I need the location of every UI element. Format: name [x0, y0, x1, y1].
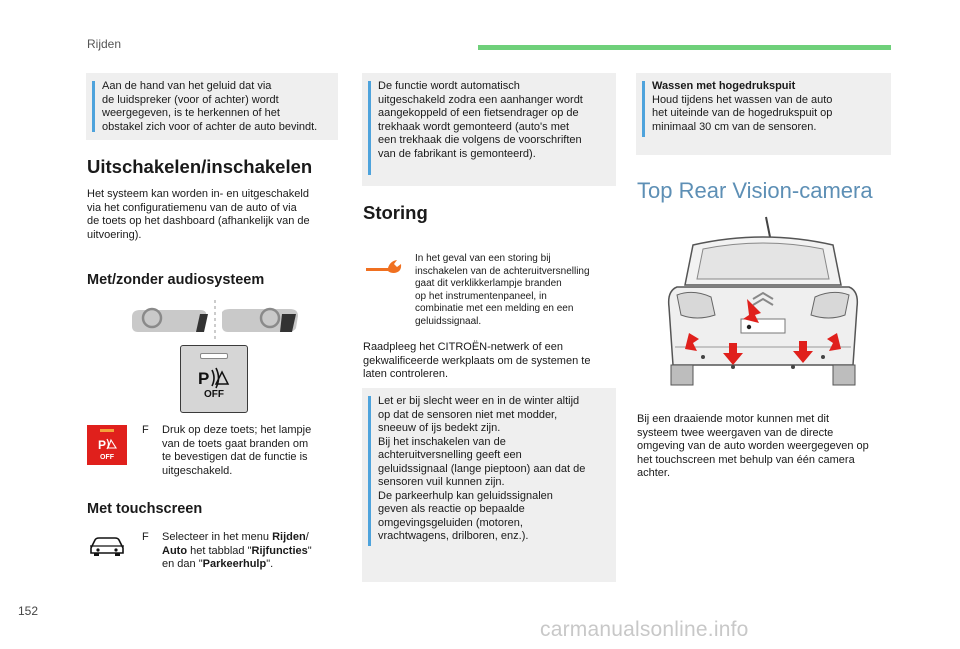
heading-uitschakelen: Uitschakelen/inschakelen [87, 156, 313, 177]
sensor-off-indicator-icon [87, 425, 127, 465]
header-accent-bar [478, 45, 891, 50]
wrench-warning-icon [364, 254, 406, 276]
car-icon [88, 533, 126, 557]
heading-audiosysteem: Met/zonder audiosysteem [87, 272, 265, 288]
parking-sensor-icon-small [97, 436, 119, 452]
note-text: De functie wordt automatisch uitgeschakeld zodra een aanhanger wordt aangekoppeld of een fietsendrager op de trekhaak wordt gemonteerd (auto's met een trekhaak die volgens de voorschriften van de fabrikant is gemonteerd). [378, 80, 583, 160]
button-off-label: OFF [204, 389, 224, 400]
parking-sensor-off-button[interactable] [180, 345, 248, 413]
indicator-led [100, 429, 114, 432]
info-note-sound [86, 73, 338, 140]
note-bar [92, 81, 95, 132]
bullet-press-button: Druk op deze toets; het lampje van de toets gaat branden om te bevestigen dat de functie is uitgeschakeld. [162, 424, 312, 477]
paragraph-camera-description: Bij een draaiende motor kunnen met dit systeem twee weergaven van de directe omgeving van de auto worden weergegeven op het touchscreen met behulp van één camera achter. [637, 413, 869, 479]
watermark: carmanualsonline.info [540, 618, 749, 641]
note-text: Aan de hand van het geluid dat via de luidspreker (voor of achter) wordt weergegeven, is te herkennen of het obstakel zich voor of achter de auto bevindt. [102, 80, 318, 133]
paragraph-system-toggle: Het systeem kan worden in- en uitgeschakeld via het configuratiemenu van de auto of via de toets op het dashboard (afhankelijk van de uitvoering). [87, 188, 310, 241]
note-text: Let er bij slecht weer en in de winter altijd op dat de sensoren niet met modder, sneeuw of ijs bedekt zijn. Bij het inschakelen van de achteruitversnelling geeft een geluidssignaal (lange pieptoon) aan dat de sensoren vuil kunnen zijn. De parkeerhulp kan geluidssignalen geven als reactie op bepaalde omgevingsgeluiden (motoren, vrachtwagens, drilboren, enz.). [378, 395, 586, 542]
heading-touchscreen: Met touchscreen [87, 501, 203, 517]
info-note-towbar [362, 73, 616, 186]
info-note-pressure-washer [636, 73, 891, 155]
bullet-marker: F [142, 531, 149, 543]
info-note-weather [362, 388, 616, 582]
section-label: Rijden [87, 37, 122, 51]
note-text: Wassen met hogedrukspuit Houd tijdens het wassen van de auto het uiteinde van de hogedrukspuit op minimaal 30 cm van de sensoren. [652, 80, 833, 133]
bullet-marker: F [142, 424, 149, 436]
paragraph-citroen-network: Raadpleeg het CITROËN-netwerk of een gekwalificeerde werkplaats om de systemen te laten controleren. [363, 341, 591, 380]
dashboard-illustration [130, 300, 300, 342]
svg-text:P: P [198, 369, 210, 388]
bullet-touchscreen-menu: Selecteer in het menu Rijden/ Auto het tabblad "Rijfuncties" en dan "Parkeerhulp". [162, 531, 312, 570]
car-rear-illustration [663, 215, 863, 391]
note-bar [642, 81, 645, 137]
heading-top-rear-vision: Top Rear Vision-camera [637, 178, 873, 203]
heading-storing: Storing [363, 202, 428, 223]
note-bar [368, 81, 371, 175]
storing-description: In het geval van een storing bij inschakelen van de achteruitversnelling gaat dit verklikkerlampje branden op het instrumentenpaneel, in combinatie met een melding en een geluidssignaal. [415, 253, 590, 327]
parking-sensor-icon [196, 366, 232, 390]
indicator-off-label: OFF [100, 454, 114, 461]
page-number: 152 [18, 604, 39, 618]
note-bar [368, 396, 371, 546]
svg-text:P: P [98, 438, 107, 452]
button-led [200, 353, 228, 359]
